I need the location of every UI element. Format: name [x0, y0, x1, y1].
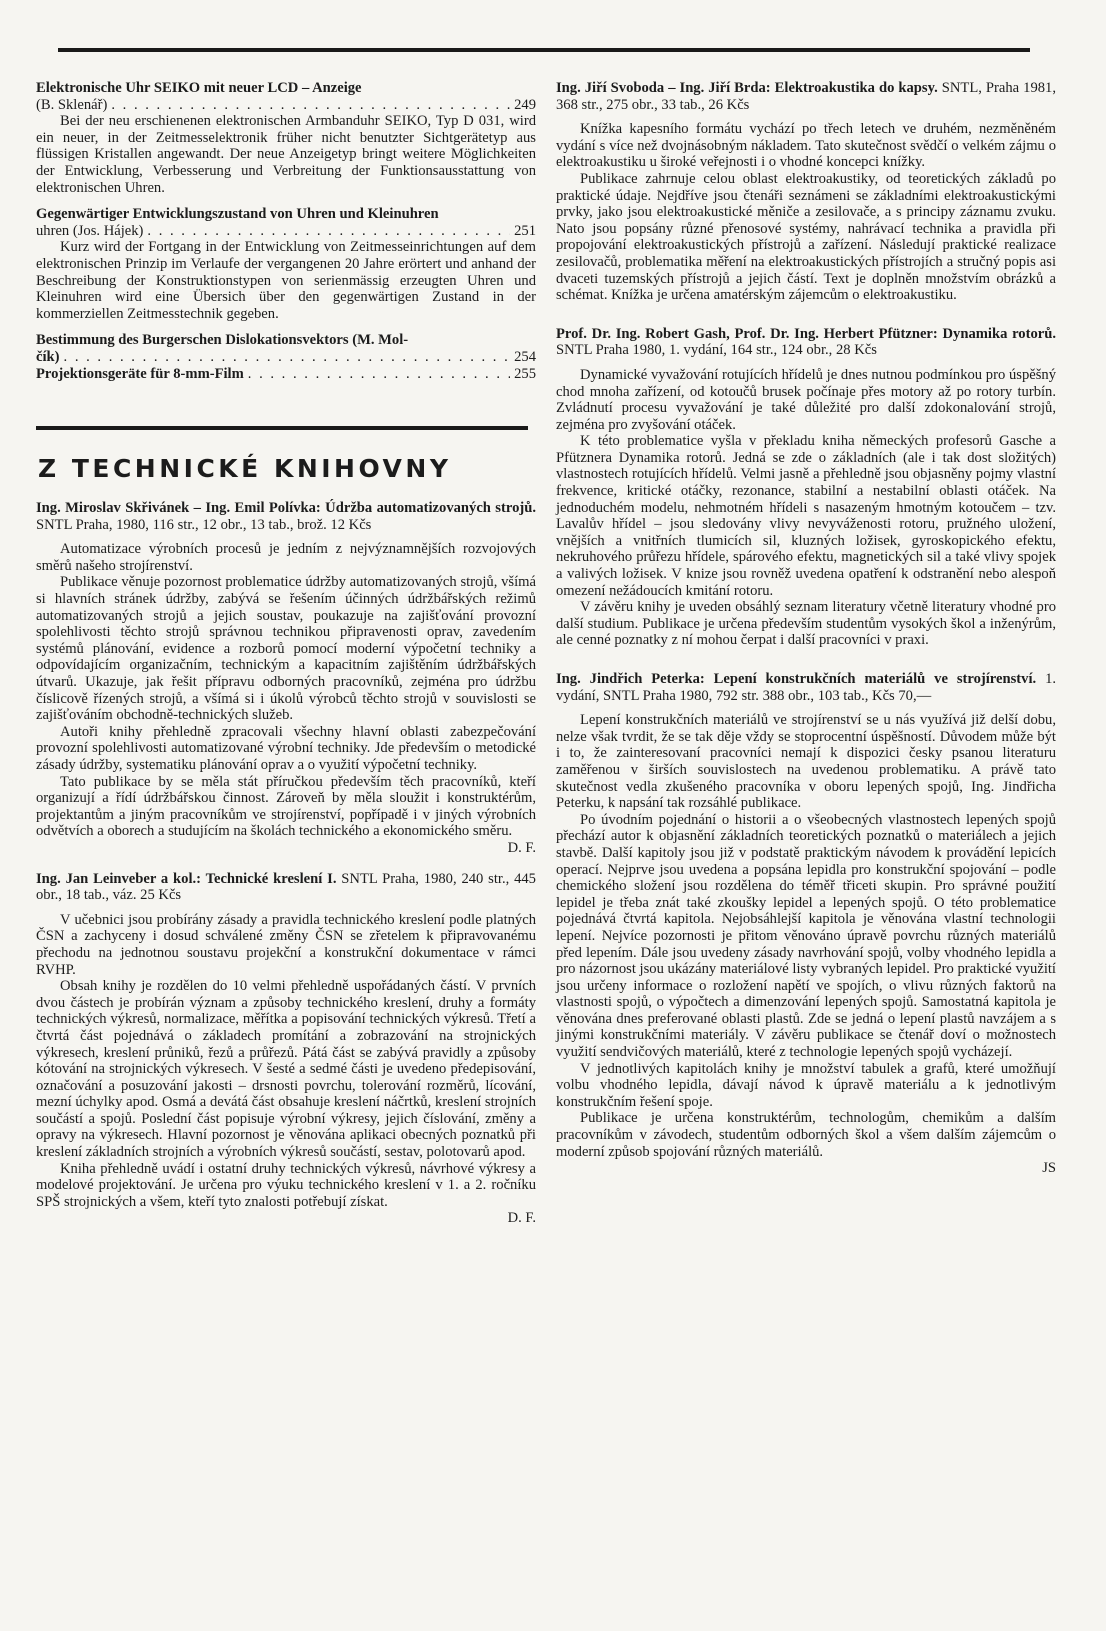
toc-entry — [36, 206, 536, 322]
toc-page: 254 — [514, 348, 536, 365]
review-paragraph: Publikace věnuje pozornost problematice údržby automatizovaných strojů, všímá si hlavních stránek údržby, zabývá se řešením účinných údržbářských režimů automatizovaných strojů a jejich soustav, poukazuje na zajišťování provozní spolehlivosti těchto strojů správnou technikou připravenosti oprav, zavedením systémů plánování, evidence a rozborů pomocí moderní výpočetní techniky a odpovídajícím organizačním, technickým a kapacitním zajištěním údržbářských útvarů. Ukazuje, jak řešit přípravu odborných pracovníků, zejména pro údržbu číslicově řízených strojů, a všímá si i úkolů výrobců těchto strojů v souvislosti se zajišťováním obchodně-technických služeb. — [36, 574, 536, 724]
review-paragraph: Knížka kapesního formátu vychází po třech letech ve druhém, nezměněném vydání s více než dvojnásobným nákladem. Tato skutečnost svědčí o velkém zájmu o elektroakustiku u široké veřejnosti i o vhodné koncepci knížky. — [556, 121, 1056, 171]
review-paragraph: Obsah knihy je rozdělen do 10 velmi přehledně uspořádaných částí. V prvních dvou částech je probírán význam a způsoby technického kreslení, druhy a formáty technických výkresů, normalizace, měřítka a popisování technických výkresů. Třetí a čtvrtá část pojednává o základech promítání a zobrazování na strojnických výkresech, kreslení průniků, řezů a průřezů. Pátá část se zabývá pravidly a způsoby kótování na strojnických výkresech. V šesté a sedmé části je uvedeno předepisování, označování a posuzování jakosti – drsnosti povrchu, tolerování rozměrů, lícování, mezní úchylky apod. Osmá a devátá část obsahuje kreslení náčrtků, kreslení strojních součástí a spojů. Poslední část popisuje výrobní výkresy, jejich číslování, změny a opravy na výkresech. Hlavní pozornost je věnována aplikaci obecných poznatků při kreslení základních strojních a výrobních výkresů součástí, sestav, polotovarů apod. — [36, 978, 536, 1161]
review-paragraph: Po úvodním pojednání o historii a o všeobecných vlastnostech lepených spojů přechází autor k objasnění základních teoretických poznatků o materiálech a jejich stavbě. Další kapitoly jsou již v podstatě praktickým návodem k provádění lepicích operací. Nejprve jsou uvedena a popsána lepidla pro konstrukční spojování – podle chemického složení jsou rozdělena do téměř třiceti skupin. Pro správné použití lepidel je třeba znát také zkoušky lepidel a lepených spojů. O této problematice pojednává čtvrtá kapitola. Nejobsáhlejší kapitola je věnována vlastní technologii lepení. Nejvíce pozornosti je přitom věnováno úpravě povrchu různých materiálů před lepením. Dále jsou uvedeny zásady navrhování spojů, volby vhodného lepidla a pro názornost jsou ukázány materiálové listy vybraných lepidel. Pro praktické využití jsou určeny informace o rozložení napětí ve spojích, o vlivu různých faktorů na vlastnosti spojů, o výpočtech a dimenzování lepených spojů. Samostatná kapitola je věnována dnes preferované oblasti plastů. Zde se jedná o lepení plastů navzájem a s jinými konstrukčními materiály. V závěru publikace se čtenář doví o možnostech využití sendvičových materiálů, které z technologie lepených spojů vycházejí. — [556, 811, 1056, 1061]
review-header — [36, 871, 536, 904]
book-review — [36, 500, 536, 856]
toc-entry — [36, 332, 536, 365]
top-rule — [58, 48, 1030, 52]
section-rule — [36, 426, 528, 430]
review-header-bold: Ing. Jan Leinveber a kol.: Technické kreslení I. — [36, 870, 337, 887]
review-paragraph: Publikace je určena konstruktérům, technologům, chemikům a dalším pracovníkům v závodech, studentům odborných škol a všem dalším zájemcům o moderní způsob spojování různých materiálů. — [556, 1110, 1056, 1160]
review-paragraph: Lepení konstrukčních materiálů ve strojírenství se u nás využívá již delší dobu, nelze však tvrdit, že se tak děje vždy se stoprocentní úspěšností. Důvodem může být i to, že zainteresovaní pracovníci nemají k dispozici česky psanou literaturu zaměřenou v širších souvislostech na uvedenou problematiku. A právě tato skutečnost vedla zkušeného pracovníka v oboru lepených spojů, Ing. Jindřicha Peterku, k napsání tak rozsáhlé publikace. — [556, 712, 1056, 812]
left-column — [36, 80, 536, 1241]
review-paragraph: Automatizace výrobních procesů je jedním z nejvýznamnějších rozvojových směrů našeho strojírenství. — [36, 541, 536, 574]
toc-page: 249 — [514, 96, 536, 113]
review-header-details: SNTL, Praha 1981, 368 str., 275 obr., 33 tab., 26 Kčs — [556, 80, 1056, 113]
review-paragraph: Tato publikace by se měla stát příručkou především těch pracovníků, kteří organizují a řídí údržbářskou činnost. Zároveň by měla sloužit i konstruktérům, projektantům a jiným pracovníkům ve strojírenství, popřípadě i v jiných výrobních odvětvích a oborech a studujícím na školách technického a ekonomického směru. — [36, 773, 536, 840]
dot-leader — [111, 97, 510, 114]
review-header — [556, 326, 1056, 359]
book-review — [556, 671, 1056, 1177]
toc-title: Elektronische Uhr SEIKO mit neuer LCD – Anzeige — [36, 80, 362, 96]
toc-author: Projektionsgeräte für 8-mm-Film — [36, 365, 244, 382]
review-header-details: SNTL Praha, 1980, 116 str., 12 obr., 13 tab., brož. 12 Kčs — [36, 516, 372, 533]
review-header — [556, 671, 1056, 704]
review-header-bold: Ing. Jiří Svoboda – Ing. Jiří Brda: Elektroakustika do kapsy. — [556, 80, 938, 96]
toc-line — [36, 223, 536, 240]
toc-line — [36, 366, 536, 383]
toc-line — [36, 97, 536, 114]
dot-leader — [64, 349, 511, 366]
section-title: Z TECHNICKÉ KNIHOVNY — [38, 454, 452, 484]
review-paragraph: Publikace zahrnuje celou oblast elektroakustiky, od teoretických základů po praktické údaje. Nejdříve jsou čtenáři seznámeni se základními elektroakustickými prvky, jako jsou elektroakustické měniče a zesilovače, a s principy záznamu zvuku. Nato jsou popsány různé přenosové systémy, nahrávací technika a pravidla při propojování elektroakustických přístrojů a zařízení. Následují praktické realizace zesilovačů, problematika měření na elektroakustických přístrojích a stručný popis asi dvaceti tuzemských přístrojů a jejich částí. Text je doplněn množstvím obrázků a schémat. Knížka je určena amatérským zájemcům o elektroakustiku. — [556, 170, 1056, 304]
review-paragraph: Dynamické vyvažování rotujících hřídelů je dnes nutnou podmínkou pro úspěšný chod mnoha zařízení, od kotoučů brusek počínaje přes motory až po rotory turbín. Zvládnutí procesu vyvažování je také důležité pro další zdokonalování strojů, zejména pro zvyšování otáček. — [556, 366, 1056, 433]
review-header-bold: Prof. Dr. Ing. Robert Gash, Prof. Dr. Ing. Herbert Pfützner: Dynamika rotorů. — [556, 325, 1056, 342]
toc-author: čík) — [36, 348, 60, 365]
toc-page: 251 — [514, 222, 536, 239]
toc-title: Bestimmung des Burgerschen Dislokationsvektors (M. Mol- — [36, 332, 409, 349]
right-column — [556, 80, 1056, 1191]
review-header-details: 1. vydání, SNTL Praha 1980, 792 str. 388 obr., 103 tab., Kčs 70,— — [556, 671, 1057, 704]
review-header-bold: Ing. Miroslav Skřivánek – Ing. Emil Polívka: Údržba automatizovaných strojů. — [36, 500, 536, 517]
toc-summary: Kurz wird der Fortgang in der Entwicklung von Zeitmesseinrichtungen auf dem elektronischen Prinzip im Verlaufe der vergangenen 20 Jahre erörtert und anhand der Beschreibung der Konstruktionstypen von serienmässig erzeugten Uhren und Kleinuhren wird eine Übersich über den gegenwärtigen Zustand in der kommerziellen Zeitmesstechnik gegeben. — [36, 239, 536, 322]
review-signature: D. F. — [507, 839, 536, 856]
toc-line — [36, 349, 536, 366]
toc-summary: Bei der neu erschienenen elektronischen Armbanduhr SEIKO, Typ D 031, wird ein neuer, in der Zeitmesselektronik früher nicht benutzter Sichtgerätetyp aus flüssigen Kristallen angewandt. Der neue Anzeigetyp bringt weitere Möglichkeiten der Entwicklung, Verbesserung und Verbreitung der Funktionsausstattung von elektronischen Uhren. — [36, 113, 536, 196]
review-header-bold: Ing. Jindřich Peterka: Lepení konstrukčních materiálů ve strojírenství. — [556, 671, 1037, 687]
review-header — [556, 80, 1056, 113]
toc-author: uhren (Jos. Hájek) — [36, 222, 144, 239]
toc-title: Gegenwärtiger Entwicklungszustand von Uhren und Kleinuhren — [36, 206, 439, 223]
toc-entry — [36, 366, 536, 383]
review-header-details: SNTL Praha, 1980, 240 str., 445 obr., 18 tab., váz. 25 Kčs — [36, 870, 536, 904]
book-review — [36, 871, 536, 1227]
dot-leader — [147, 223, 510, 240]
review-signature: JS — [1042, 1160, 1056, 1177]
toc-entry — [36, 80, 536, 196]
review-paragraph: V závěru knihy je uveden obsáhlý seznam literatury včetně literatury vhodné pro další studium. Publikace je určena především studentům vysokých škol a inženýrům, ale cenné poznatky z ní mohou čerpat i další pracovníci v praxi. — [556, 599, 1056, 649]
review-paragraph: Kniha přehledně uvádí i ostatní druhy technických výkresů, návrhové výkresy a modelové projektování. Je určena pro výuku technického kreslení v 1. a 2. ročníku SPŠ strojnických a všem, kteří tyto znalosti potřebují získat. — [36, 1160, 536, 1210]
review-header — [36, 500, 536, 533]
review-paragraph: Autoři knihy přehledně zpracovali všechny hlavní oblasti zabezpečování provozní spolehlivosti automatizované výrobní techniky. Jde především o metodické zásady údržby, systematiku plánování oprav a o využití výpočetní techniky. — [36, 723, 536, 773]
review-header-details: SNTL Praha 1980, 1. vydání, 164 str., 124 obr., 28 Kčs — [556, 342, 877, 359]
review-signature: D. F. — [507, 1210, 536, 1227]
book-review — [556, 326, 1056, 649]
book-review — [556, 80, 1056, 304]
review-paragraph: V jednotlivých kapitolách knihy je množství tabulek a grafů, které umožňují volbu vhodného lepidla, dávají návod k úpravě materiálu a k jednotlivým konstrukčním řešení spoje. — [556, 1060, 1056, 1110]
review-paragraph: K této problematice vyšla v překladu kniha německých profesorů Gasche a Pfütznera Dynamika rotorů. Jedná se zde o základních (ale i tak dost složitých) vlastnostech rotujících hřídelů. Velmi jasně a přehledně jsou objasněny pojmy vlastní frekvence, kritické otáčky, rezonance, stabilní a nestabilní oblasti otáček. Na jednoduchém modelu, nehmotném hřídeli s nasazeným hmotným kotoučem – tzv. Lavalův hřídel – jsou sledovány vlivy nevyváženosti rotoru, pružného uložení, vnějších a vnitřních tlumicích sil, kluzných ložisek, gyroskopického efektu, nekruhového průřezu hřídele, spárového efektu, magnetických sil a také vlivy spojek a valivých ložisek. V knize jsou rovněž uvedena opatření k odstranění nebo alespoň omezení nežádoucích kmitání rotoru. — [556, 433, 1056, 599]
toc-author: (B. Sklenář) — [36, 96, 108, 113]
review-paragraph: V učebnici jsou probírány zásady a pravidla technického kreslení podle platných ČSN a zachyceny i dosud schválené změny ČSN se zřetelem k připravovanému přechodu na jednotnou soustavu projekční a konstrukční dokumentace v rámci RVHP. — [36, 911, 536, 978]
toc-page: 255 — [514, 365, 536, 382]
dot-leader — [248, 366, 510, 383]
